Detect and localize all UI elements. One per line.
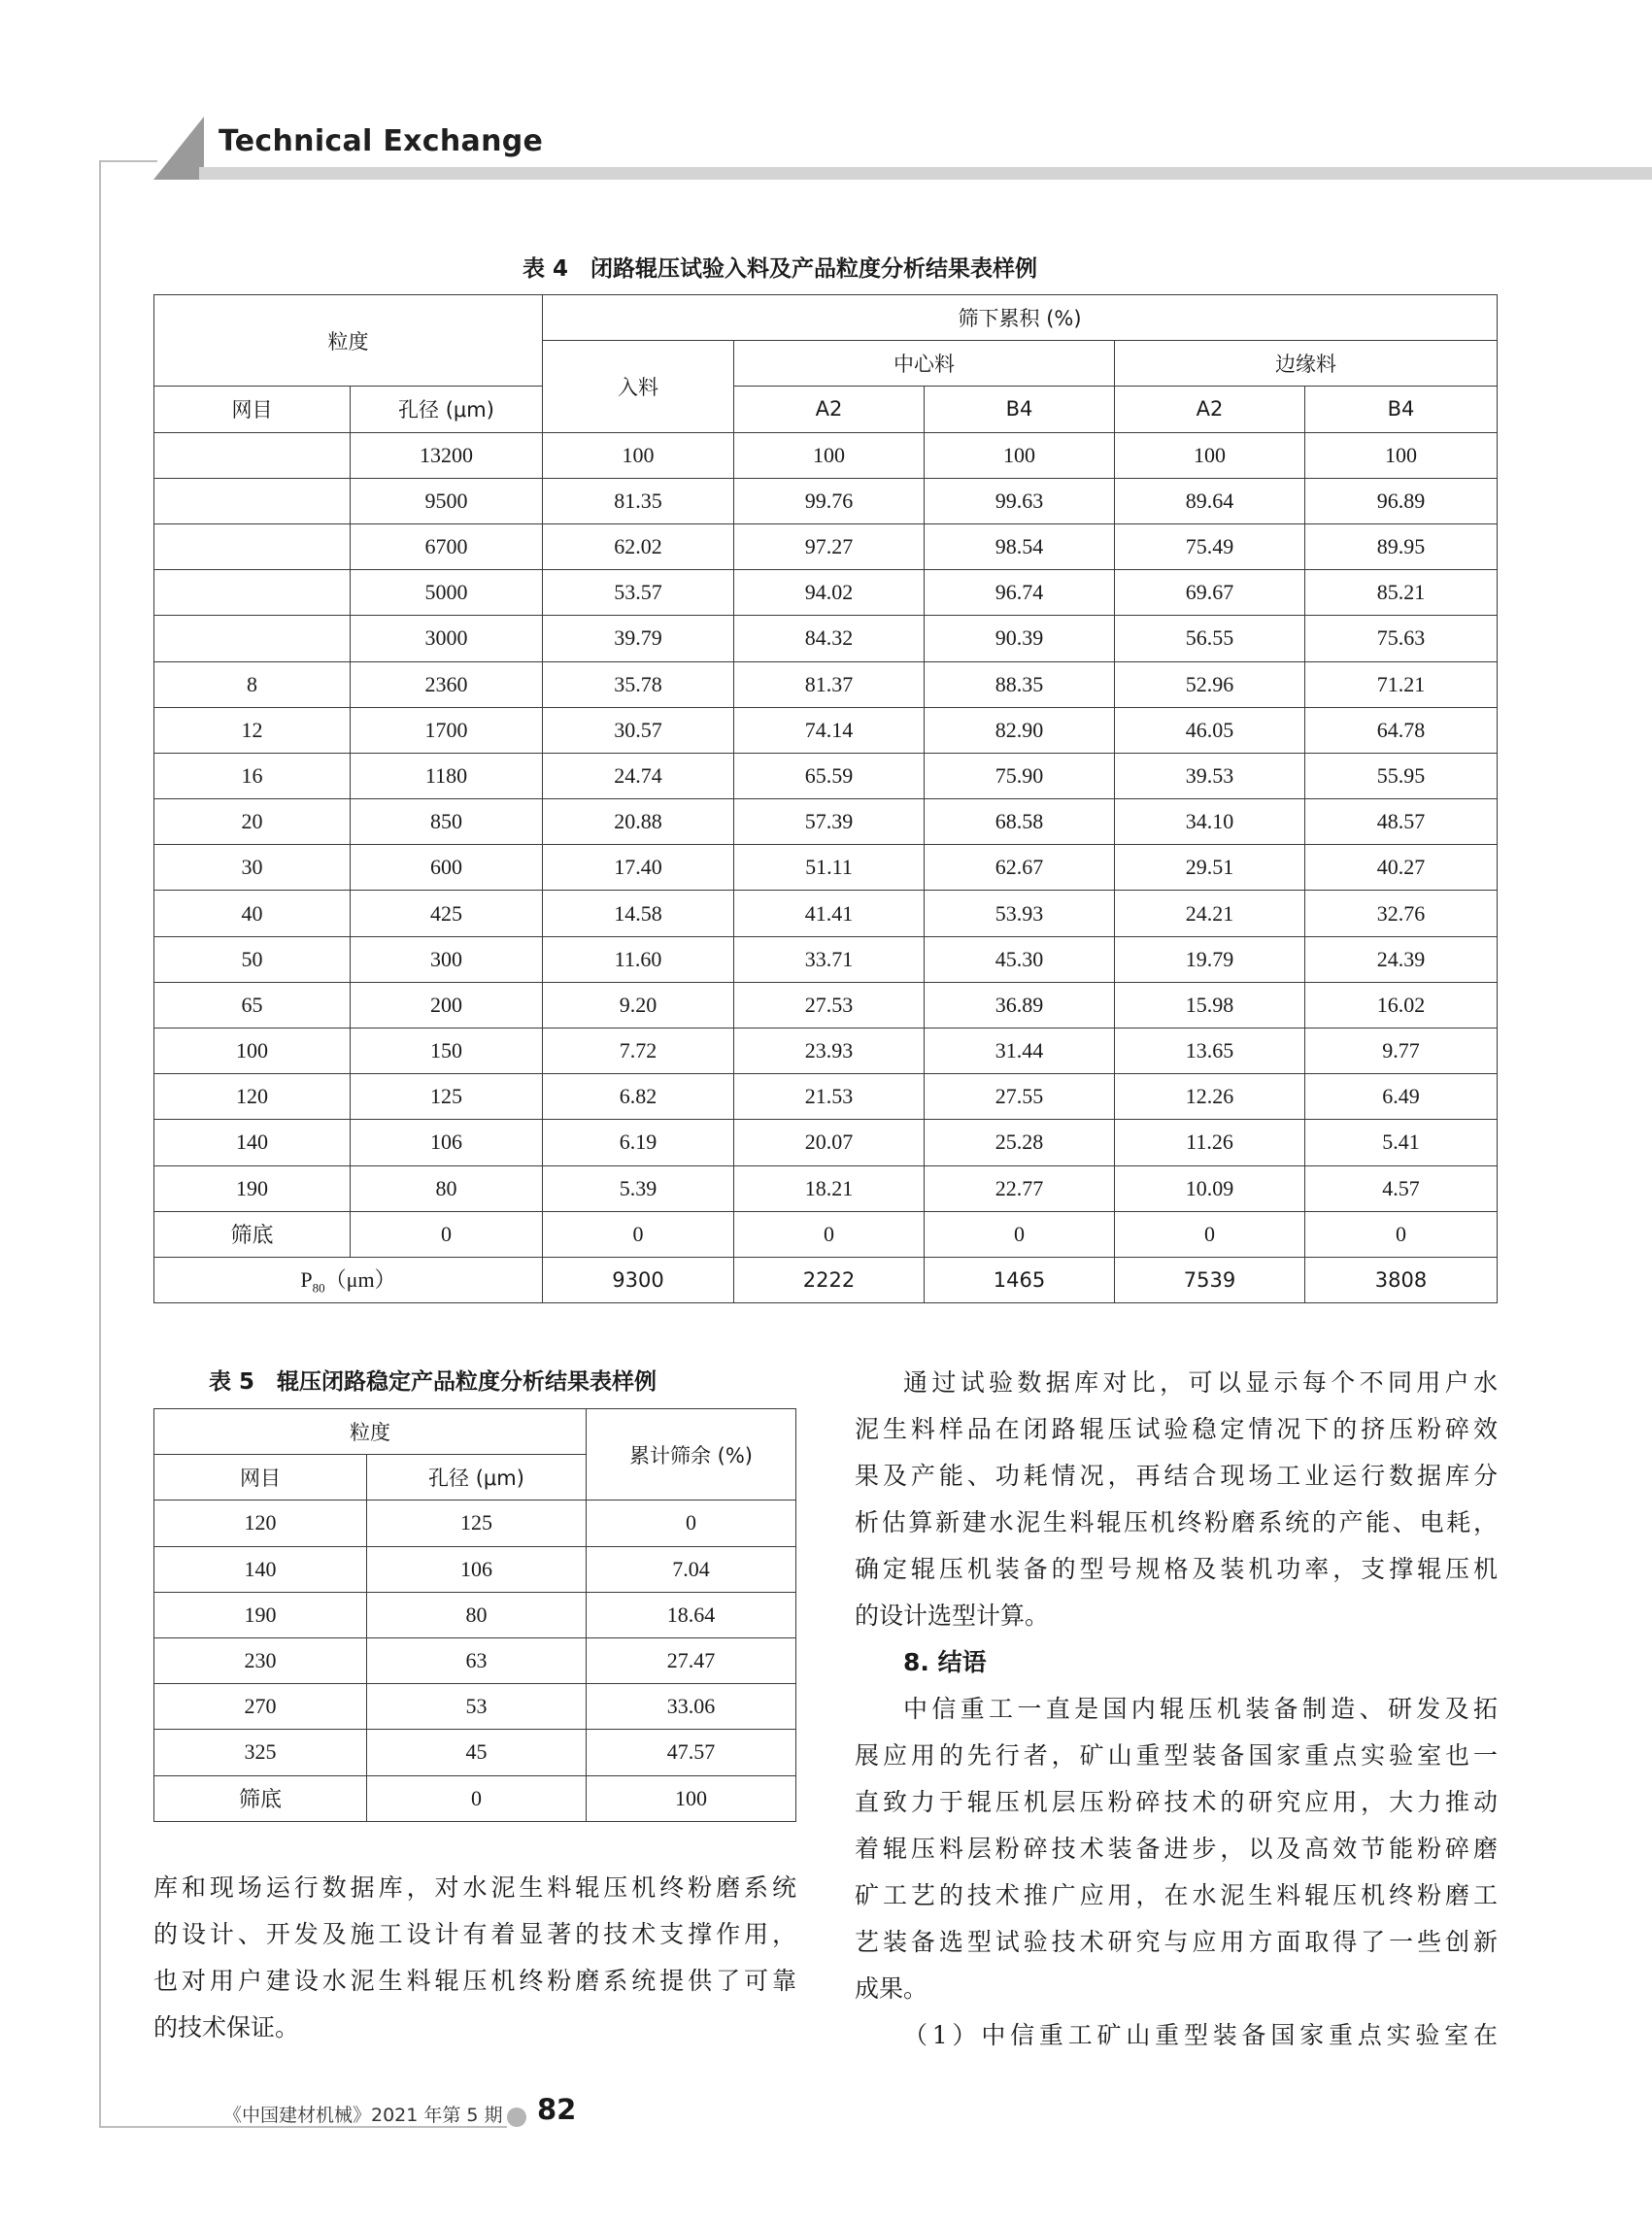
table4 [153, 294, 1498, 1303]
table4-cell: 125 [351, 1074, 543, 1120]
table5-row [154, 1592, 796, 1637]
table4-cell: 140 [154, 1120, 351, 1165]
table4-cell [154, 432, 351, 478]
table4-cell: 30 [154, 845, 351, 891]
section-title: Technical Exchange [219, 124, 544, 158]
table4-cell: 65 [154, 982, 351, 1028]
table4-cell: 68.58 [925, 799, 1115, 845]
table4-cell: 20 [154, 799, 351, 845]
table4-cell: 3000 [351, 616, 543, 661]
table4-cell: 75.49 [1115, 523, 1305, 569]
table5-cell: 0 [587, 1501, 796, 1546]
table4-cell: 64.78 [1305, 707, 1498, 753]
table4-cell [154, 523, 351, 569]
table4-cell [154, 478, 351, 523]
body-right-p1-line: 通过试验数据库对比，可以显示每个不同用户水 [903, 1368, 1498, 1397]
table4-cell: 7.72 [543, 1029, 734, 1074]
body-right-p1-line: 果及产能、功耗情况，再结合现场工业运行数据库分 [855, 1462, 1498, 1490]
table4-cell: 15.98 [1115, 982, 1305, 1028]
page-number: 82 [537, 2093, 577, 2126]
table4-head-feed: 入料 [543, 341, 734, 432]
table4-cell: 16.02 [1305, 982, 1498, 1028]
table4-cell: 27.55 [925, 1074, 1115, 1120]
table4-cell: 57.39 [734, 799, 925, 845]
table4-cell: 100 [1305, 432, 1498, 478]
table4-head-center-a2: A2 [734, 387, 925, 432]
table4-cell: 62.67 [925, 845, 1115, 891]
table4-cell: 19.79 [1115, 936, 1305, 982]
table4-cell: 39.79 [543, 616, 734, 661]
table4-cell: 1180 [351, 753, 543, 798]
table4-cell: 22.77 [925, 1165, 1115, 1211]
footer-dot [507, 2108, 526, 2127]
table5-row [154, 1730, 796, 1775]
table4-p80-label [154, 1257, 543, 1302]
table4-cell: 32.76 [1305, 891, 1498, 936]
table4-cell: 100 [154, 1029, 351, 1074]
table4-cell: 10.09 [1115, 1165, 1305, 1211]
table4-cell: 71.21 [1305, 661, 1498, 707]
table4-cell: 24.21 [1115, 891, 1305, 936]
table4-cell: 48.57 [1305, 799, 1498, 845]
body-right-p2-line: 艺装备选型试验技术研究与应用方面取得了一些创新 [855, 1928, 1498, 1956]
table4-row [154, 707, 1498, 753]
table4-cell [154, 616, 351, 661]
table4-cell: 6.49 [1305, 1074, 1498, 1120]
table4-cell: 85.21 [1305, 570, 1498, 616]
body-right-column [855, 1360, 1498, 2059]
table5-row [154, 1501, 796, 1546]
table4-cell: 24.39 [1305, 936, 1498, 982]
table4-cell: 6.19 [543, 1120, 734, 1165]
table5-cell: 筛底 [154, 1775, 367, 1821]
body-right-p2-line: 矿工艺的技术推广应用，在水泥生料辊压机终粉磨工 [855, 1881, 1498, 1909]
table5-head-granularity: 粒度 [154, 1409, 587, 1455]
table4-cell: 96.89 [1305, 478, 1498, 523]
table5-row [154, 1546, 796, 1592]
table4-cell: 9500 [351, 478, 543, 523]
table4-cell: 80 [351, 1165, 543, 1211]
table4-cell: 35.78 [543, 661, 734, 707]
table4-head-mesh: 网目 [154, 387, 351, 432]
table4-cell: 11.26 [1115, 1120, 1305, 1165]
table4-row [154, 891, 1498, 936]
table4-row [154, 799, 1498, 845]
body-right-p1-line: 的设计选型计算。 [855, 1602, 1050, 1630]
body-right-p2-line: 中信重工一直是国内辊压机装备制造、研发及拓 [903, 1695, 1498, 1723]
table4-row [154, 1074, 1498, 1120]
table4-cell: 81.35 [543, 478, 734, 523]
table4-cell: 12 [154, 707, 351, 753]
table4-cell: 45.30 [925, 936, 1115, 982]
table4-cell: 62.02 [543, 523, 734, 569]
table4-cell: 4.57 [1305, 1165, 1498, 1211]
table4-cell: 75.63 [1305, 616, 1498, 661]
table5-body [154, 1501, 796, 1821]
table4-row [154, 1120, 1498, 1165]
table5-cell: 100 [587, 1775, 796, 1821]
table4-cell: 50 [154, 936, 351, 982]
header-bar [199, 167, 1652, 180]
table5-cell: 33.06 [587, 1684, 796, 1730]
p80-label-sub: 80 [312, 1280, 325, 1296]
p80-label-main: P [300, 1267, 313, 1293]
table5-caption: 表 5 辊压闭路稳定产品粒度分析结果表样例 [209, 1369, 657, 1395]
body-right-p1-line: 泥生料样品在闭路辊压试验稳定情况下的挤压粉碎效 [855, 1415, 1498, 1443]
table5-cell: 7.04 [587, 1546, 796, 1592]
table4-row [154, 523, 1498, 569]
page-frame-top [99, 160, 157, 162]
table4-cell: 96.74 [925, 570, 1115, 616]
table4-cell [154, 570, 351, 616]
table5-cell: 230 [154, 1637, 367, 1683]
body-right-p3-line: （1）中信重工矿山重型装备国家重点实验室在 [903, 2021, 1498, 2049]
p80-label-unit: （μm） [324, 1267, 396, 1293]
table4-head-aperture: 孔径 (μm) [351, 387, 543, 432]
body-right-p1-line: 确定辊压机装备的型号规格及装机功率，支撑辊压机 [855, 1555, 1498, 1583]
table5-cell: 63 [367, 1637, 587, 1683]
table4-row [154, 1211, 1498, 1257]
table4-cell: 17.40 [543, 845, 734, 891]
table4-cell: 56.55 [1115, 616, 1305, 661]
table4-row [154, 845, 1498, 891]
table4-cell: 0 [925, 1211, 1115, 1257]
table4-cell: 120 [154, 1074, 351, 1120]
table4-cell: 39.53 [1115, 753, 1305, 798]
table4-cell: 53.93 [925, 891, 1115, 936]
table4-cell: 0 [351, 1211, 543, 1257]
table4-cell: 13200 [351, 432, 543, 478]
table4-row [154, 570, 1498, 616]
table4-cell: 6700 [351, 523, 543, 569]
table4-cell: 11.60 [543, 936, 734, 982]
table4-cell: 1700 [351, 707, 543, 753]
table4-cell: 82.90 [925, 707, 1115, 753]
table4-head-center: 中心料 [734, 341, 1115, 387]
table4-cell: 89.64 [1115, 478, 1305, 523]
body-right-p1-line: 析估算新建水泥生料辊压机终粉磨系统的产能、电耗， [855, 1508, 1498, 1536]
table4-cell: 53.57 [543, 570, 734, 616]
body-left-line: 也对用户建设水泥生料辊压机终粉磨系统提供了可靠 [153, 1967, 796, 1995]
table4-cell: 65.59 [734, 753, 925, 798]
table4-row [154, 478, 1498, 523]
table4-cell: 100 [1115, 432, 1305, 478]
table4-cell: 0 [1305, 1211, 1498, 1257]
table4-cell: 34.10 [1115, 799, 1305, 845]
table4-cell: 6.82 [543, 1074, 734, 1120]
table4-cell: 27.53 [734, 982, 925, 1028]
table4-cell: 55.95 [1305, 753, 1498, 798]
table4-cell: 0 [1115, 1211, 1305, 1257]
table5-head-residue: 累计筛余 (%) [587, 1409, 796, 1501]
table4-cell: 30.57 [543, 707, 734, 753]
table5-cell: 120 [154, 1501, 367, 1546]
table4-p80-center-b4: 1465 [925, 1257, 1115, 1302]
table4-cell: 13.65 [1115, 1029, 1305, 1074]
table4-cell: 90.39 [925, 616, 1115, 661]
table4-cell: 21.53 [734, 1074, 925, 1120]
table4-cell: 89.95 [1305, 523, 1498, 569]
table4-cell: 99.63 [925, 478, 1115, 523]
table4-cell: 24.74 [543, 753, 734, 798]
table4-p80-center-a2: 2222 [734, 1257, 925, 1302]
table4-cell: 20.88 [543, 799, 734, 845]
table4-cell: 69.67 [1115, 570, 1305, 616]
table4-cell: 425 [351, 891, 543, 936]
table4-cell: 84.32 [734, 616, 925, 661]
table5-cell: 45 [367, 1730, 587, 1775]
table5-row [154, 1775, 796, 1821]
table4-head-edge: 边缘料 [1115, 341, 1498, 387]
table5-row [154, 1684, 796, 1730]
table4-row [154, 1029, 1498, 1074]
table4-cell: 5000 [351, 570, 543, 616]
body-right-p2-line: 直致力于辊压机层压粉碎技术的研究应用，大力推动 [855, 1788, 1498, 1816]
table4-row [154, 661, 1498, 707]
body-left-line: 的设计、开发及施工设计有着显著的技术支撑作用， [153, 1920, 796, 1948]
table4-p80-row [154, 1257, 1498, 1302]
table5-cell: 0 [367, 1775, 587, 1821]
table4-cell: 600 [351, 845, 543, 891]
table4-cell: 12.26 [1115, 1074, 1305, 1120]
table5-cell: 80 [367, 1592, 587, 1637]
table4-row [154, 753, 1498, 798]
table4-cell: 25.28 [925, 1120, 1115, 1165]
table4-p80-feed: 9300 [543, 1257, 734, 1302]
table4-head-edge-b4: B4 [1305, 387, 1498, 432]
table4-head-center-b4: B4 [925, 387, 1115, 432]
table4-cell: 40 [154, 891, 351, 936]
table4-cell: 74.14 [734, 707, 925, 753]
body-left-column [153, 1865, 796, 2051]
table4-head-cumulative: 筛下累积 (%) [543, 295, 1498, 341]
table5 [153, 1408, 796, 1822]
table4-body [154, 432, 1498, 1257]
table5-cell: 53 [367, 1684, 587, 1730]
table4-cell: 52.96 [1115, 661, 1305, 707]
table4-cell: 100 [925, 432, 1115, 478]
table4-cell: 8 [154, 661, 351, 707]
table4-cell: 98.54 [925, 523, 1115, 569]
table5-cell: 125 [367, 1501, 587, 1546]
table4-row [154, 936, 1498, 982]
table4-cell: 100 [734, 432, 925, 478]
table4-cell: 16 [154, 753, 351, 798]
footer-journal-name: 《中国建材机械》2021 年第 5 期 [223, 2105, 503, 2126]
table4-cell: 100 [543, 432, 734, 478]
table4-cell: 0 [734, 1211, 925, 1257]
table4-row [154, 1165, 1498, 1211]
header-corner-triangle [153, 117, 204, 180]
table4-cell: 850 [351, 799, 543, 845]
table4-cell: 筛底 [154, 1211, 351, 1257]
table4-cell: 88.35 [925, 661, 1115, 707]
table4-cell: 18.21 [734, 1165, 925, 1211]
table4-cell: 190 [154, 1165, 351, 1211]
table4-cell: 9.20 [543, 982, 734, 1028]
table5-head-mesh: 网目 [154, 1455, 367, 1501]
table4-cell: 106 [351, 1120, 543, 1165]
table5-cell: 270 [154, 1684, 367, 1730]
table5-cell: 190 [154, 1592, 367, 1637]
table5-cell: 325 [154, 1730, 367, 1775]
table4-p80-edge-b4: 3808 [1305, 1257, 1498, 1302]
table4-cell: 33.71 [734, 936, 925, 982]
page-frame-left [99, 160, 101, 2127]
body-left-line: 的技术保证。 [153, 2013, 300, 2041]
table4-cell: 75.90 [925, 753, 1115, 798]
table4-cell: 20.07 [734, 1120, 925, 1165]
table4-cell: 36.89 [925, 982, 1115, 1028]
body-right-p2-line: 展应用的先行者，矿山重型装备国家重点实验室也一 [855, 1741, 1498, 1770]
table4-cell: 150 [351, 1029, 543, 1074]
table5-cell: 106 [367, 1546, 587, 1592]
table4-cell: 9.77 [1305, 1029, 1498, 1074]
table5-cell: 47.57 [587, 1730, 796, 1775]
table4-cell: 51.11 [734, 845, 925, 891]
table5-cell: 18.64 [587, 1592, 796, 1637]
table4-caption: 表 4 闭路辊压试验入料及产品粒度分析结果表样例 [523, 256, 1038, 282]
table4-cell: 23.93 [734, 1029, 925, 1074]
table5-row [154, 1637, 796, 1683]
body-right-p2-line: 成果。 [855, 1974, 928, 2003]
table5-cell: 27.47 [587, 1637, 796, 1683]
table4-row [154, 982, 1498, 1028]
table4-cell: 99.76 [734, 478, 925, 523]
table4-cell: 29.51 [1115, 845, 1305, 891]
table5-cell: 140 [154, 1546, 367, 1592]
table4-cell: 41.41 [734, 891, 925, 936]
body-left-line: 库和现场运行数据库，对水泥生料辊压机终粉磨系统 [153, 1873, 796, 1902]
table4-cell: 2360 [351, 661, 543, 707]
table4-row [154, 616, 1498, 661]
table5-head-aperture: 孔径 (μm) [367, 1455, 587, 1501]
table4-cell: 40.27 [1305, 845, 1498, 891]
body-right-p2-line: 着辊压料层粉碎技术装备进步，以及高效节能粉碎磨 [855, 1835, 1498, 1863]
table4-cell: 14.58 [543, 891, 734, 936]
table4-cell: 300 [351, 936, 543, 982]
table4-cell: 5.39 [543, 1165, 734, 1211]
table4-cell: 200 [351, 982, 543, 1028]
table4-cell: 0 [543, 1211, 734, 1257]
table4-cell: 5.41 [1305, 1120, 1498, 1165]
conclusion-heading: 8. 结语 [903, 1648, 987, 1676]
table4-cell: 94.02 [734, 570, 925, 616]
table4-p80-edge-a2: 7539 [1115, 1257, 1305, 1302]
table4-cell: 81.37 [734, 661, 925, 707]
table4-cell: 31.44 [925, 1029, 1115, 1074]
table4-head-edge-a2: A2 [1115, 387, 1305, 432]
table4-cell: 97.27 [734, 523, 925, 569]
table4-row [154, 432, 1498, 478]
table4-cell: 46.05 [1115, 707, 1305, 753]
table4-head-granularity: 粒度 [154, 295, 543, 387]
